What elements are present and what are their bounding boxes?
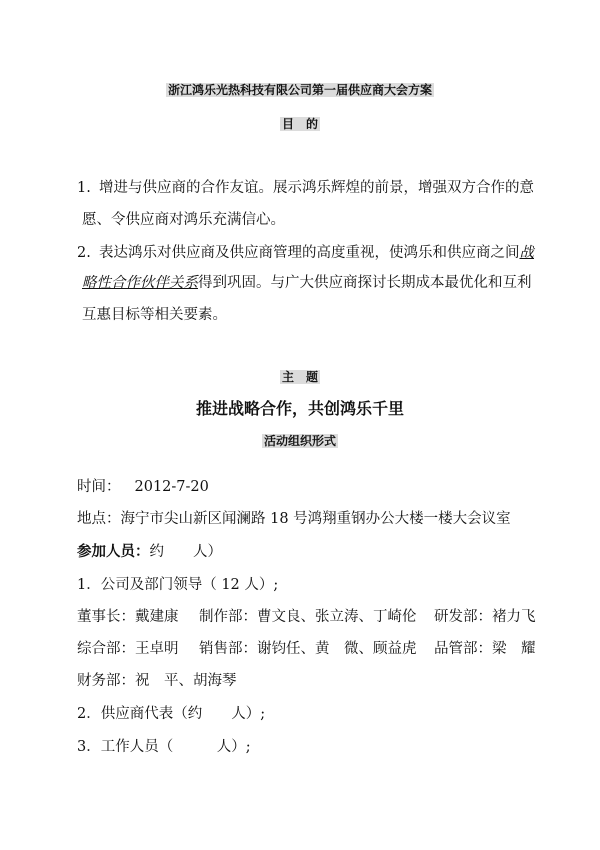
- list-number: 2.: [77, 245, 91, 261]
- dept-label: 品管部：: [434, 641, 492, 657]
- document-title-text: 浙江鸿乐光热科技有限公司第一届供应商大会方案: [167, 83, 432, 97]
- leader-entry: [77, 669, 237, 690]
- dept-label: 制作部：: [199, 609, 257, 625]
- purpose-item-2-line-2: [82, 271, 532, 292]
- dept-names: 祝 平、胡海琴: [135, 673, 237, 689]
- participants-line: [77, 540, 222, 561]
- group-2-line: [77, 702, 265, 723]
- leader-entry: [77, 605, 179, 626]
- purpose-item-2-text-end: 互惠目标等相关要素。: [82, 307, 227, 323]
- theme-heading-text: 主 题: [281, 370, 318, 384]
- dept-names: 褚力飞: [492, 609, 536, 625]
- group-2-text: 2．供应商代表（约 人）;: [77, 706, 266, 722]
- group-1-line: [77, 573, 278, 594]
- time-line: [77, 475, 209, 496]
- purpose-item-2-line-1: [77, 241, 534, 262]
- group-3-line: [77, 735, 251, 756]
- time-label: 时间：: [77, 479, 121, 495]
- theme-text: [0, 396, 600, 419]
- place-value: 海宁市尖山新区闻澜路 18 号鸿翔重钢办公大楼一楼大会议室: [120, 511, 511, 527]
- activity-heading: [0, 432, 600, 449]
- theme-text-content: 推进战略合作，共创鸿乐千里: [195, 399, 404, 418]
- dept-label: 销售部：: [199, 641, 257, 657]
- leader-entry: [199, 605, 417, 626]
- dept-names: 王卓明: [135, 641, 179, 657]
- activity-heading-text: 活动组织形式: [263, 434, 336, 448]
- purpose-heading-text: 目 的: [281, 117, 318, 131]
- group-3-text: 3．工作人员（ 人）;: [77, 739, 251, 755]
- dept-names: 曹文良、张立涛、丁崎伦: [257, 609, 417, 625]
- dept-names: 戴建康: [135, 609, 179, 625]
- purpose-item-1-text: 增进与供应商的合作友谊。展示鸿乐辉煌的前景，增强双方合作的意: [99, 180, 534, 196]
- purpose-item-2-line-3: [82, 303, 227, 324]
- place-line: [77, 507, 511, 528]
- purpose-item-1-text-cont: 愿、令供应商对鸿乐充满信心。: [82, 212, 285, 228]
- dept-label: 研发部：: [434, 609, 492, 625]
- emphasized-text: 战: [519, 245, 534, 261]
- dept-label: 综合部：: [77, 641, 135, 657]
- dept-names: 谢钧任、黄 微、顾益虎: [257, 641, 417, 657]
- list-number: 1.: [77, 180, 91, 196]
- dept-label: 董事长：: [77, 609, 135, 625]
- leader-entry: [434, 637, 536, 658]
- time-value: 2012-7-20: [134, 479, 209, 495]
- leader-entry: [434, 605, 536, 626]
- leader-entry: [199, 637, 417, 658]
- dept-names: 梁 耀: [492, 641, 536, 657]
- group-1-text: 1．公司及部门领导（ 12 人）;: [77, 577, 279, 593]
- document-title: [0, 81, 600, 98]
- emphasized-text: 略性合作伙伴关系: [82, 275, 198, 291]
- purpose-item-1-line-2: [82, 208, 285, 229]
- dept-label: 财务部：: [77, 673, 135, 689]
- participants-value: 约 人）: [149, 544, 222, 560]
- purpose-heading: [0, 115, 600, 132]
- place-label: 地点：: [77, 511, 121, 527]
- purpose-item-2-text: 表达鸿乐对供应商及供应商管理的高度重视，使鸿乐和供应商之间: [99, 245, 520, 261]
- theme-heading: [0, 368, 600, 385]
- leader-entry: [77, 637, 179, 658]
- participants-label: 参加人员：: [77, 544, 150, 560]
- purpose-item-1-line-1: [77, 176, 534, 197]
- purpose-item-2-text-cont: 得到巩固。与广大供应商探讨长期成本最优化和互利: [198, 275, 532, 291]
